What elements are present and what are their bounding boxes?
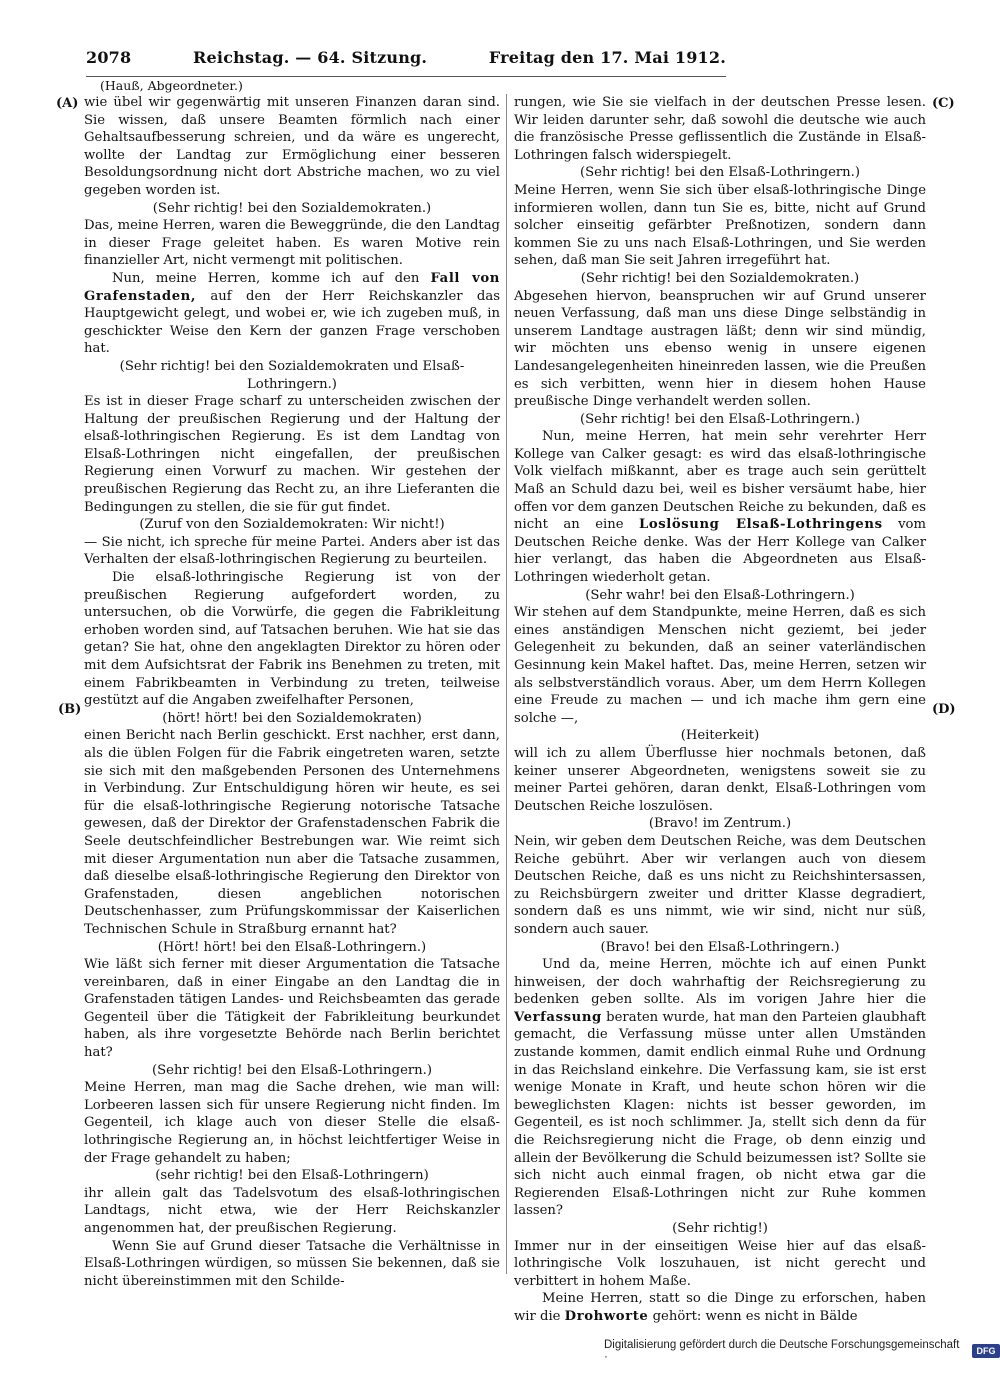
margin-marker-b: (B) — [58, 702, 82, 717]
margin-marker-c: (C) — [932, 96, 955, 111]
paragraph: wie übel wir gegenwärtig mit unseren Finanzen daran sind. Sie wissen, daß unsere Beamten förmlich nach einer Gehaltsaufbesserung schreien, und da wäre es ungerecht, wollte der Landtag zur Ermöglichung einer besseren Besoldungsordnung nicht dort Abstriche machen, wo zu viel gegeben worden ist. — [84, 95, 500, 198]
paragraph — [514, 428, 926, 586]
paragraph: Das, meine Herren, waren die Beweggründe, die den Landtag in dieser Frage geleitet haben. Es waren Motive rein finanzieller Art, nicht vermengt mit politischen. — [84, 218, 500, 269]
paragraph-text: vom Deutschen Reiche denke. Was der Herr Kollege van Calker hier verlangt, das haben die Abgeordneten aus Elsaß-Lothringen wiederholt getan. — [514, 517, 926, 586]
paragraph: Die elsaß-lothringische Regierung ist von der preußischen Regierung aufgefordert worden, zu untersuchen, ob die Vorwürfe, die gegen die Fabrikleitung erhoben worden sind, auf Tatsachen beruhen. Wie hat sie das getan? Sie hat, ohne den angeklagten Direktor zu hören oder mit dem Aufsichtsrat der Fabrik ins Benehmen zu treten, mit einem Fabrikbeamten in Verbindung zu treten, teilweise gestützt auf die Angaben zweifelhafter Personen, — [84, 570, 500, 709]
interjection: (Bravo! bei den Elsaß-Lothringern.) — [600, 939, 840, 955]
emphasized-term: Verfassung — [514, 1009, 602, 1025]
dfg-logo: DFG — [972, 1344, 1000, 1358]
interjection: (Sehr wahr! bei den Elsaß-Lothringern.) — [585, 587, 855, 603]
interjection: (Sehr richtig! bei den Elsaß-Lothringern.) — [151, 1062, 433, 1078]
margin-marker-d: (D) — [932, 702, 956, 717]
interjection: (Sehr richtig! bei den Elsaß-Lothringern.) — [579, 411, 861, 427]
paragraph-text: Und da, meine Herren, möchte ich auf einen Punkt hinweisen, der doch wahrhaftig der Reichsregierung zu bedenken geben sollte. Als im vorigen Jahre hier die — [514, 957, 926, 1008]
header-rule — [86, 76, 726, 77]
session-date: Freitag den 17. Mai 1912. — [488, 48, 726, 67]
paragraph — [514, 956, 926, 1220]
paragraph: Meine Herren, man mag die Sache drehen, wie man will: Lorbeeren lassen sich für unsere Regierung nicht finden. Im Gegenteil, ich klage auch von dieser Stelle die elsaß-lothringische Regierung an, in höchst leichtfertiger Weise in der Frage gehandelt zu haben; — [84, 1080, 500, 1166]
interjection: (Hört! hört! bei den Elsaß-Lothringern.) — [157, 939, 427, 955]
interjection: (Sehr richtig!) — [672, 1221, 768, 1236]
interjection: (Zuruf von den Sozialdemokraten: Wir nicht!) — [139, 517, 445, 533]
emphasized-term: Fall von Grafenstaden, — [84, 270, 500, 304]
interjection: (Heiterkeit) — [680, 728, 760, 744]
page-number: 2078 — [86, 48, 132, 67]
paragraph: Meine Herren, wenn Sie sich über elsaß-lothringische Dinge informieren wollen, dann tun Sie es, bitte, nicht auf Grund solcher einseitig gefärbter Preßnotizen, sondern dann kommen Sie zu uns nach Elsaß-Lothringen, und Sie werden sehen, daß man Sie seit Jahren irregeführt hat. — [514, 182, 926, 269]
paragraph: Nein, wir geben dem Deutschen Reiche, was dem Deutschen Reiche gebührt. Aber wir verlangen auch von diesem Deutschen Reiche, daß es uns nicht zu Reichshintersassen, zu Reichsbürgern zweiter und dritter Klasse degradiert, sondern daß es uns nimmt, wie wir sind, nicht nur süß, sondern auch sauer. — [514, 833, 926, 937]
paragraph-text: Meine Herren, statt so die Dinge zu erforschen, haben wir die — [514, 1291, 926, 1324]
session-title: Reichstag. — 64. Sitzung. — [193, 48, 428, 67]
interjection: (Bravo! im Zentrum.) — [648, 816, 792, 832]
paragraph: rungen, wie Sie sie vielfach in der deutschen Presse lesen. Wir leiden darunter sehr, daß sowohl die deutsche wie auch die französische Presse geflissentlich die Zustände in Elsaß-Lothringen falsch widerspiegelt. — [514, 95, 926, 163]
footer-text: Digitalisierung gefördert durch die Deutsche Forschungsgemeinschaft · — [604, 1339, 960, 1363]
paragraph-text: beraten wurde, hat man den Parteien glaubhaft gemacht, die Verfassung müsse unter allen Umständen zustande kommen, damit endlich einmal Ruhe und Ordnung in das Reichsland einkehre. Die Verfassung kam, sie ist erst wenige Monate in Kraft, und heute schon hören wir die beweglichsten Klagen: nichts ist besser geworden, im Gegenteil, es ist noch schlimmer. Ja, stellt sich denn da für die Reichsregierung nicht die Frage, ob denn einzig und allein der Bevölkerung die Schuld beizumessen ist? Sollte sie sich nicht auch einmal fragen, ob nicht etwa gar die Regierenden Elsaß-Lothringen nicht zur Ruhe kommen lassen? — [514, 1009, 926, 1219]
left-column — [84, 94, 500, 1290]
paragraph: — Sie nicht, ich spreche für meine Partei. Anders aber ist das Verhalten der elsaß-lothringischen Regierung zu beurteilen. — [84, 534, 500, 568]
column-divider — [506, 94, 507, 1274]
paragraph: ihr allein galt das Tadelsvotum des elsaß-lothringischen Landtags, nicht etwa, wie der Herr Reichskanzler angenommen hat, der preußischen Regierung. — [84, 1185, 500, 1236]
paragraph-text: Nun, meine Herren, hat mein sehr verehrter Herr Kollege van Calker gesagt: es wird das elsaß-lothringische Volk vielfach mißkannt, aber es trage auch sein gerüttelt Maß an Schuld dazu bei, weil es bisher versäumt habe, hier offen vor dem ganzen Deutschen Reiche zu bekunden, daß es nicht an eine — [514, 429, 926, 533]
footer — [604, 1339, 1000, 1363]
paragraph-text: Nun, meine Herren, komme ich auf den — [112, 270, 431, 286]
interjection: (Sehr richtig! bei den Sozialdemokraten und Elsaß-Lothringern.) — [119, 358, 465, 392]
paragraph: Abgesehen hiervon, beanspruchen wir auf Grund unserer neuen Verfassung, daß man uns diese Dinge selbständig in unserem Landtage austragen läßt; denn wir sind mündig, wir möchten uns ebenso wenig in unsere eigenen Landesangelegenheiten hineinreden lassen, wie die Preußen es sich verbitten, wenn hier in diesem hohen Hause preußische Dinge verhandelt werden sollen. — [514, 288, 926, 410]
paragraph: Es ist in dieser Frage scharf zu unterscheiden zwischen der Haltung der preußischen Regierung und der Haltung der elsaß-lothringischen Regierung. Es ist dem Landtag von Elsaß-Lothringen nicht eingefallen, der preußischen Regierung einen Vorwurf zu machen. Wir gestehen der preußischen Regierung das Recht zu, an ihre Lieferanten die Bedingungen zu stellen, die sie für gut findet. — [84, 394, 500, 515]
emphasized-term: Loslösung Elsaß-Lothringens — [638, 517, 883, 533]
paragraph: einen Bericht nach Berlin geschickt. Erst nachher, erst dann, als die üblen Folgen für die Fabrik eingetreten waren, setzte sie sich mit den maßgebenden Personen des Unternehmens in Verbindung. Zur Entschuldigung hören wir heute, es sei für die elsaß-lothringische Regierung notorische Tatsache gewesen, daß der Direktor der Grafenstadenschen Fabrik die Seele deutschfeindlicher Bestrebungen war. Wie reimt sich mit dieser Argumentation nun aber die Tatsache zusammen, daß dieselbe elsaß-lothringische Regierung den Direktor von Grafenstaden, diesen angeblichen notorischen Deutschenhasser, zum Prüfungskommissar der Kaiserlichen Technischen Schule in Straßburg ernannt hat? — [84, 728, 500, 937]
speaker-label: (Hauß, Abgeordneter.) — [100, 78, 243, 93]
interjection: (Sehr richtig! bei den Elsaß-Lothringern.) — [579, 165, 861, 181]
paragraph: Wenn Sie auf Grund dieser Tatsache die Verhältnisse in Elsaß-Lothringen würdigen, so müssen Sie bekennen, daß sie nicht übereinstimmen mit den Schilde- — [84, 1238, 500, 1289]
interjection: (sehr richtig! bei den Elsaß-Lothringern) — [155, 1168, 429, 1184]
right-column — [514, 94, 926, 1326]
paragraph — [84, 270, 500, 358]
paragraph: Wie läßt sich ferner mit dieser Argumentation die Tatsache vereinbaren, daß in einer Eingabe an den Landtag die in Grafenstaden tätigen Landes- und Reichsbeamten das gerade Gegenteil über die Tätigkeit der Fabrikleitung beurkundet haben, als ihre vorgesetzte Behörde nach Berlin berichtet hat? — [84, 957, 500, 1061]
page-header — [86, 48, 726, 74]
paragraph — [514, 1290, 926, 1325]
paragraph-text: gehört: wenn es nicht in Bälde — [648, 1308, 858, 1324]
paragraph: Immer nur in der einseitigen Weise hier auf das elsaß-lothringische Volk loszuhauen, ist nicht gerecht und verbittert in hohem Maße. — [514, 1238, 926, 1289]
margin-marker-a: (A) — [56, 96, 79, 111]
paragraph-text: auf den der Herr Reichskanzler das Hauptgewicht gelegt, und wobei er, wie ich zugeben muß, in geschickter Weise den Kern der ganzen Frage verschoben hat. — [84, 288, 500, 357]
paragraph: Wir stehen auf dem Standpunkte, meine Herren, daß es sich eines anständigen Menschen nicht geziemt, bei jeder Gelegenheit zu bekunden, daß an seiner vaterländischen Gesinnung kein Makel haftet. Das, meine Herren, setzen wir als selbstverständlich voraus. Aber, um dem Herrn Kollegen eine Freude zu machen — und ich mache ihm gern eine solche —, — [514, 605, 926, 726]
paragraph: will ich zu allem Überflusse hier nochmals betonen, daß keiner unserer Abgeordneten, wenigstens soweit sie zu meiner Partei gehören, daran denkt, Elsaß-Lothringen vom Deutschen Reiche loszulösen. — [514, 745, 926, 814]
emphasized-term: Drohworte — [564, 1308, 649, 1324]
interjection: (Sehr richtig! bei den Sozialdemokraten.) — [152, 200, 432, 216]
interjection: (Sehr richtig! bei den Sozialdemokraten.) — [580, 270, 860, 286]
interjection: (hört! hört! bei den Sozialdemokraten) — [162, 710, 422, 726]
